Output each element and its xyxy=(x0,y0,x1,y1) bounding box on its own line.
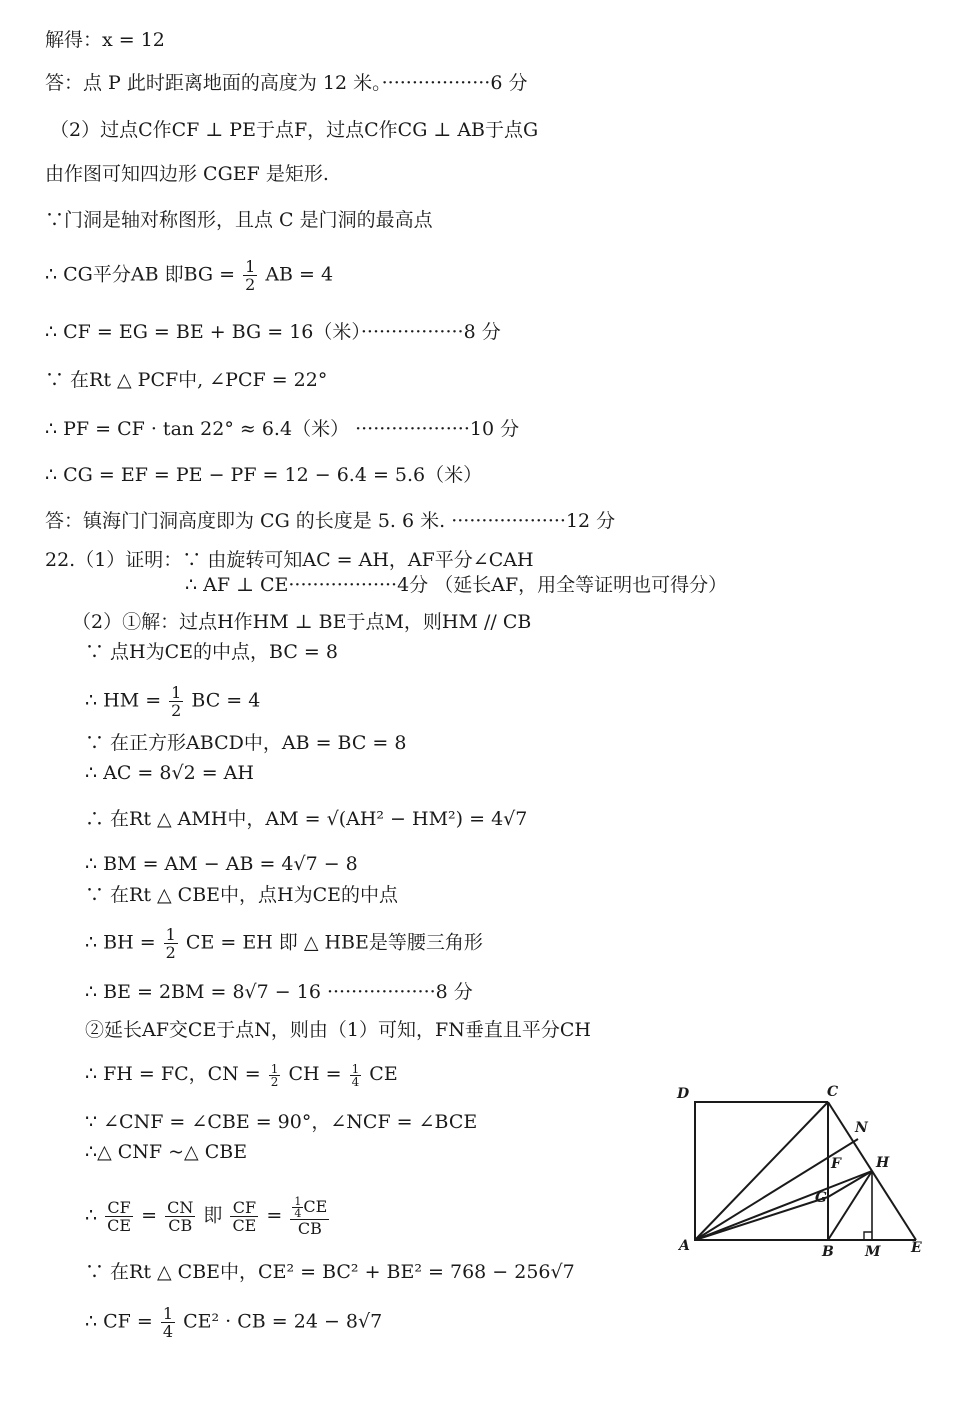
part2-step2: ②延长AF交CE于点N，则由（1）可知，FN垂直且平分CH xyxy=(85,1019,591,1041)
bg-eq-post: AB = 4 xyxy=(265,263,334,286)
ce-squared-equation: ∵ 在Rt △ CBE中，CE² = BC² + BE² = 768 − 256√7 xyxy=(85,1261,575,1283)
triangle-cbe-midpoint: ∵ 在Rt △ CBE中，点H为CE的中点 xyxy=(85,884,399,906)
quarter-fraction: $\frac{1}{4}$ xyxy=(162,1304,174,1341)
quarter-fraction: $\frac{1}{4}$ xyxy=(351,1061,360,1089)
right-angle-mark xyxy=(864,1232,872,1240)
ac-equation: ∴ AC = 8√2 = AH xyxy=(85,762,254,784)
segment-ah xyxy=(695,1171,872,1240)
answer-height-p: 答：点 P 此时距离地面的高度为 12 米。··················6 分 xyxy=(45,72,528,94)
solution-x: 解得：x = 12 xyxy=(45,29,165,51)
cg-equation: ∴ CG = EF = PE − PF = 12 − 6.4 = 5.6（米） xyxy=(45,464,483,486)
label-d: D xyxy=(677,1086,690,1102)
bg-equation xyxy=(45,258,333,293)
ratio-quarter-ce-cb: $\frac{1}{4}$ CE CB xyxy=(290,1196,329,1237)
af-perpendicular-ce: ∴ AF ⊥ CE··················4分 （延长AF，用全等证明也可得分） xyxy=(185,574,728,596)
pf-equation: ∴ PF = CF · tan 22° ≈ 6.4（米） ···················10 分 xyxy=(45,418,520,440)
symmetry-statement: ∵门洞是轴对称图形，且点 C 是门洞的最高点 xyxy=(45,209,433,231)
ratio-cf-ce-2: $\frac{CF}{CE}$ xyxy=(232,1198,257,1235)
similar-triangles: ∴△ CNF ~△ CBE xyxy=(85,1141,248,1163)
part2-construction: （2）过点C作CF ⊥ PE于点F，过点C作CG ⊥ AB于点G xyxy=(50,119,539,141)
segment-bh xyxy=(828,1171,872,1240)
bm-equation: ∴ BM = AM − AB = 4√7 − 8 xyxy=(85,853,358,875)
bh-equation: ∴ BH = $\frac{1}{2}$ CE = EH 即 △ HBE是等腰三角形 xyxy=(85,925,483,962)
square-sides: ∵ 在正方形ABCD中，AB = BC = 8 xyxy=(85,732,407,754)
half-fraction: $\frac{1}{2}$ xyxy=(171,683,182,720)
right-triangle-pcf: ∵ 在Rt △ PCF中, ∠PCF = 22° xyxy=(45,369,328,391)
label-h: H xyxy=(876,1155,890,1171)
h-midpoint: ∵ 点H为CE的中点，BC = 8 xyxy=(85,641,338,663)
bg-eq-pre: ∴ CG平分AB 即BG = xyxy=(45,263,236,286)
am-equation: ∴ 在Rt △ AMH中，AM = √(AH² − HM²) = 4√7 xyxy=(85,808,528,830)
q22-part2-construction: （2）①解：过点H作HM ⊥ BE于点M，则HM // CB xyxy=(72,611,532,633)
label-b: B xyxy=(822,1244,834,1260)
label-a: A xyxy=(679,1238,690,1254)
label-c: C xyxy=(827,1084,839,1100)
half-fraction: $\frac{1}{2}$ xyxy=(270,1061,279,1089)
label-g: G xyxy=(815,1190,827,1206)
half-fraction: $\frac{1}{2}$ xyxy=(245,257,256,294)
label-f: F xyxy=(831,1156,841,1172)
hm-equation: ∴ HM = $\frac{1}{2}$ BC = 4 xyxy=(85,683,261,720)
half-fraction: $\frac{1}{2}$ xyxy=(165,925,176,962)
ratio-cn-cb: $\frac{CN}{CB}$ xyxy=(167,1198,194,1235)
geometry-diagram xyxy=(665,1080,935,1260)
q22-part1-proof: 22.（1）证明：∵ 由旋转可知AC = AH，AF平分∠CAH xyxy=(45,549,534,571)
ratio-cf-ce: $\frac{CF}{CE}$ xyxy=(107,1198,132,1235)
segment-gh xyxy=(828,1171,872,1197)
fh-cn-equation: ∴ FH = FC，CN = $\frac{1}{2}$ CH = $\frac{1}{4}$ CE xyxy=(85,1061,398,1089)
ratio-equation: ∴ $\frac{CF}{CE}$ = $\frac{CN}{CB}$ 即 $\frac{CF}{CE}$ = $\frac{1}{4}$ CE CB xyxy=(85,1195,328,1238)
be-equation: ∴ BE = 2BM = 8√7 − 16 ··················8 分 xyxy=(85,981,473,1003)
cf-final-equation: ∴ CF = $\frac{1}{4}$ CE² · CB = 24 − 8√7 xyxy=(85,1304,383,1341)
angle-equalities: ∵ ∠CNF = ∠CBE = 90°，∠NCF = ∠BCE xyxy=(85,1111,478,1133)
label-n: N xyxy=(855,1120,868,1136)
rectangle-statement: 由作图可知四边形 CGEF 是矩形. xyxy=(45,163,329,185)
cf-eg-equation: ∴ CF = EG = BE + BG = 16（米）·················8 分 xyxy=(45,321,501,343)
label-e: E xyxy=(911,1240,922,1256)
label-m: M xyxy=(865,1244,881,1260)
answer-cg-length: 答：镇海门门洞高度即为 CG 的长度是 5. 6 米. ···················12 分 xyxy=(45,510,616,532)
